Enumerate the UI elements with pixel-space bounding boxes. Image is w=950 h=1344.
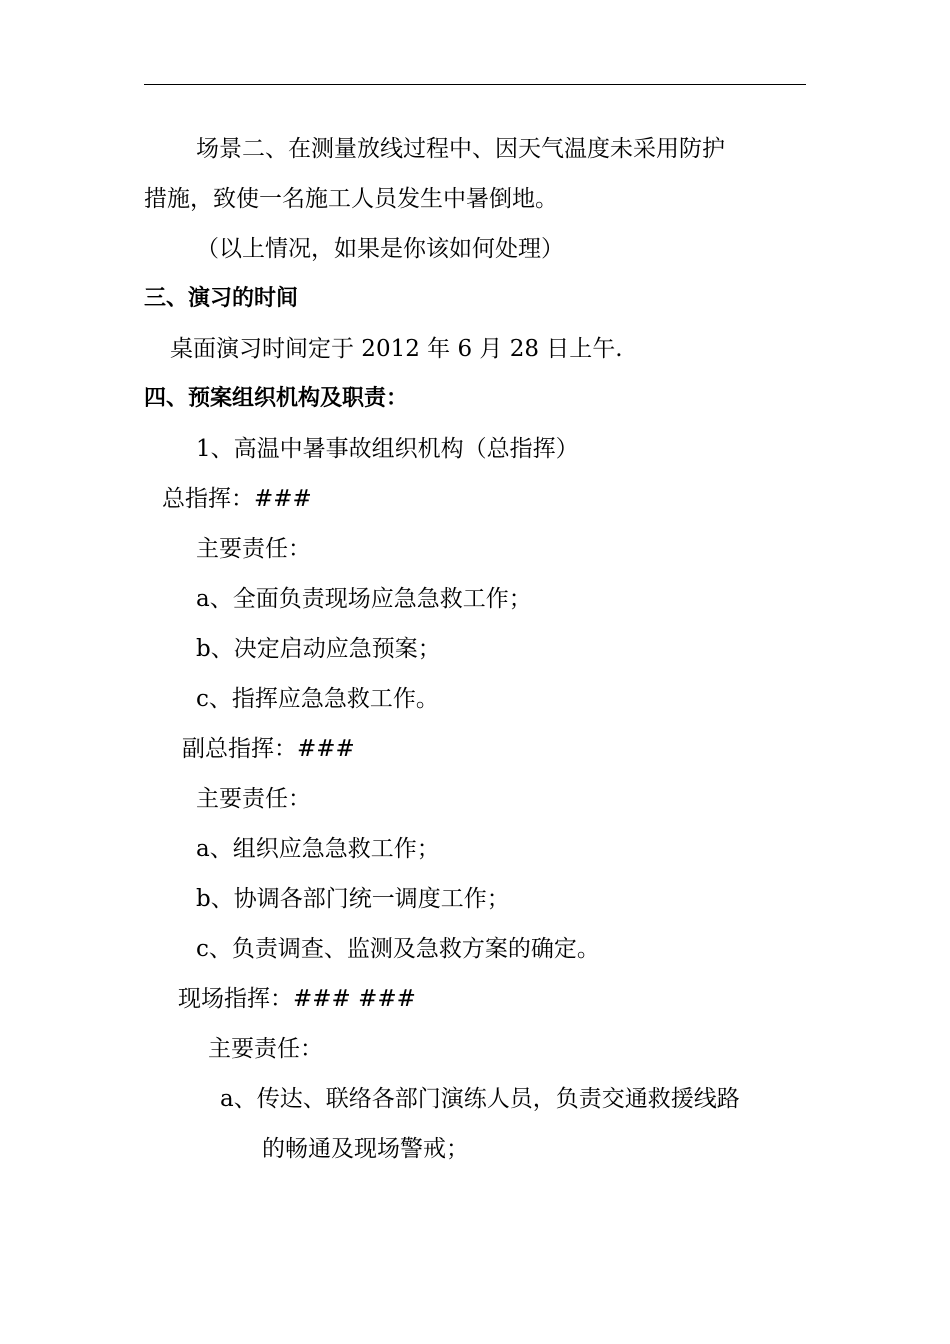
header-rule bbox=[144, 84, 806, 85]
deputy-duty: c、负责调查、监测及急救方案的确定。 bbox=[196, 936, 600, 962]
site-duty-a-line-2: 的畅通及现场警戒； bbox=[262, 1136, 469, 1162]
site-duties-label: 主要责任： bbox=[208, 1036, 323, 1062]
scene-note: （以上情况，如果是你该如何处理） bbox=[196, 236, 564, 262]
site-commander-title: 现场指挥：### ### bbox=[178, 986, 416, 1012]
deputy-title: 副总指挥：### bbox=[182, 736, 355, 762]
deputy-duties-label: 主要责任： bbox=[196, 786, 311, 812]
commander-duty: a、全面负责现场应急急救工作； bbox=[196, 586, 532, 612]
commander-duties-label: 主要责任： bbox=[196, 536, 311, 562]
section-three-heading: 三、演习的时间 bbox=[144, 286, 299, 311]
deputy-duty: b、协调各部门统一调度工作； bbox=[196, 886, 510, 912]
scene-two-line-2: 措施，致使一名施工人员发生中暑倒地。 bbox=[144, 186, 558, 212]
commander-title: 总指挥：### bbox=[162, 486, 312, 512]
drill-time-text: 桌面演习时间定于 2012 年 6 月 28 日上午. bbox=[170, 336, 623, 362]
org-subheading: 1、高温中暑事故组织机构（总指挥） bbox=[196, 436, 579, 462]
scene-two-line-1: 场景二、在测量放线过程中、因天气温度未采用防护 bbox=[196, 136, 725, 162]
section-four-heading: 四、预案组织机构及职责： bbox=[144, 386, 409, 411]
commander-duty: c、指挥应急急救工作。 bbox=[196, 686, 439, 712]
commander-duty: b、决定启动应急预案； bbox=[196, 636, 441, 662]
site-duty-a-line-1: a、传达、联络各部门演练人员，负责交通救援线路 bbox=[220, 1086, 740, 1112]
deputy-duty: a、组织应急急救工作； bbox=[196, 836, 440, 862]
